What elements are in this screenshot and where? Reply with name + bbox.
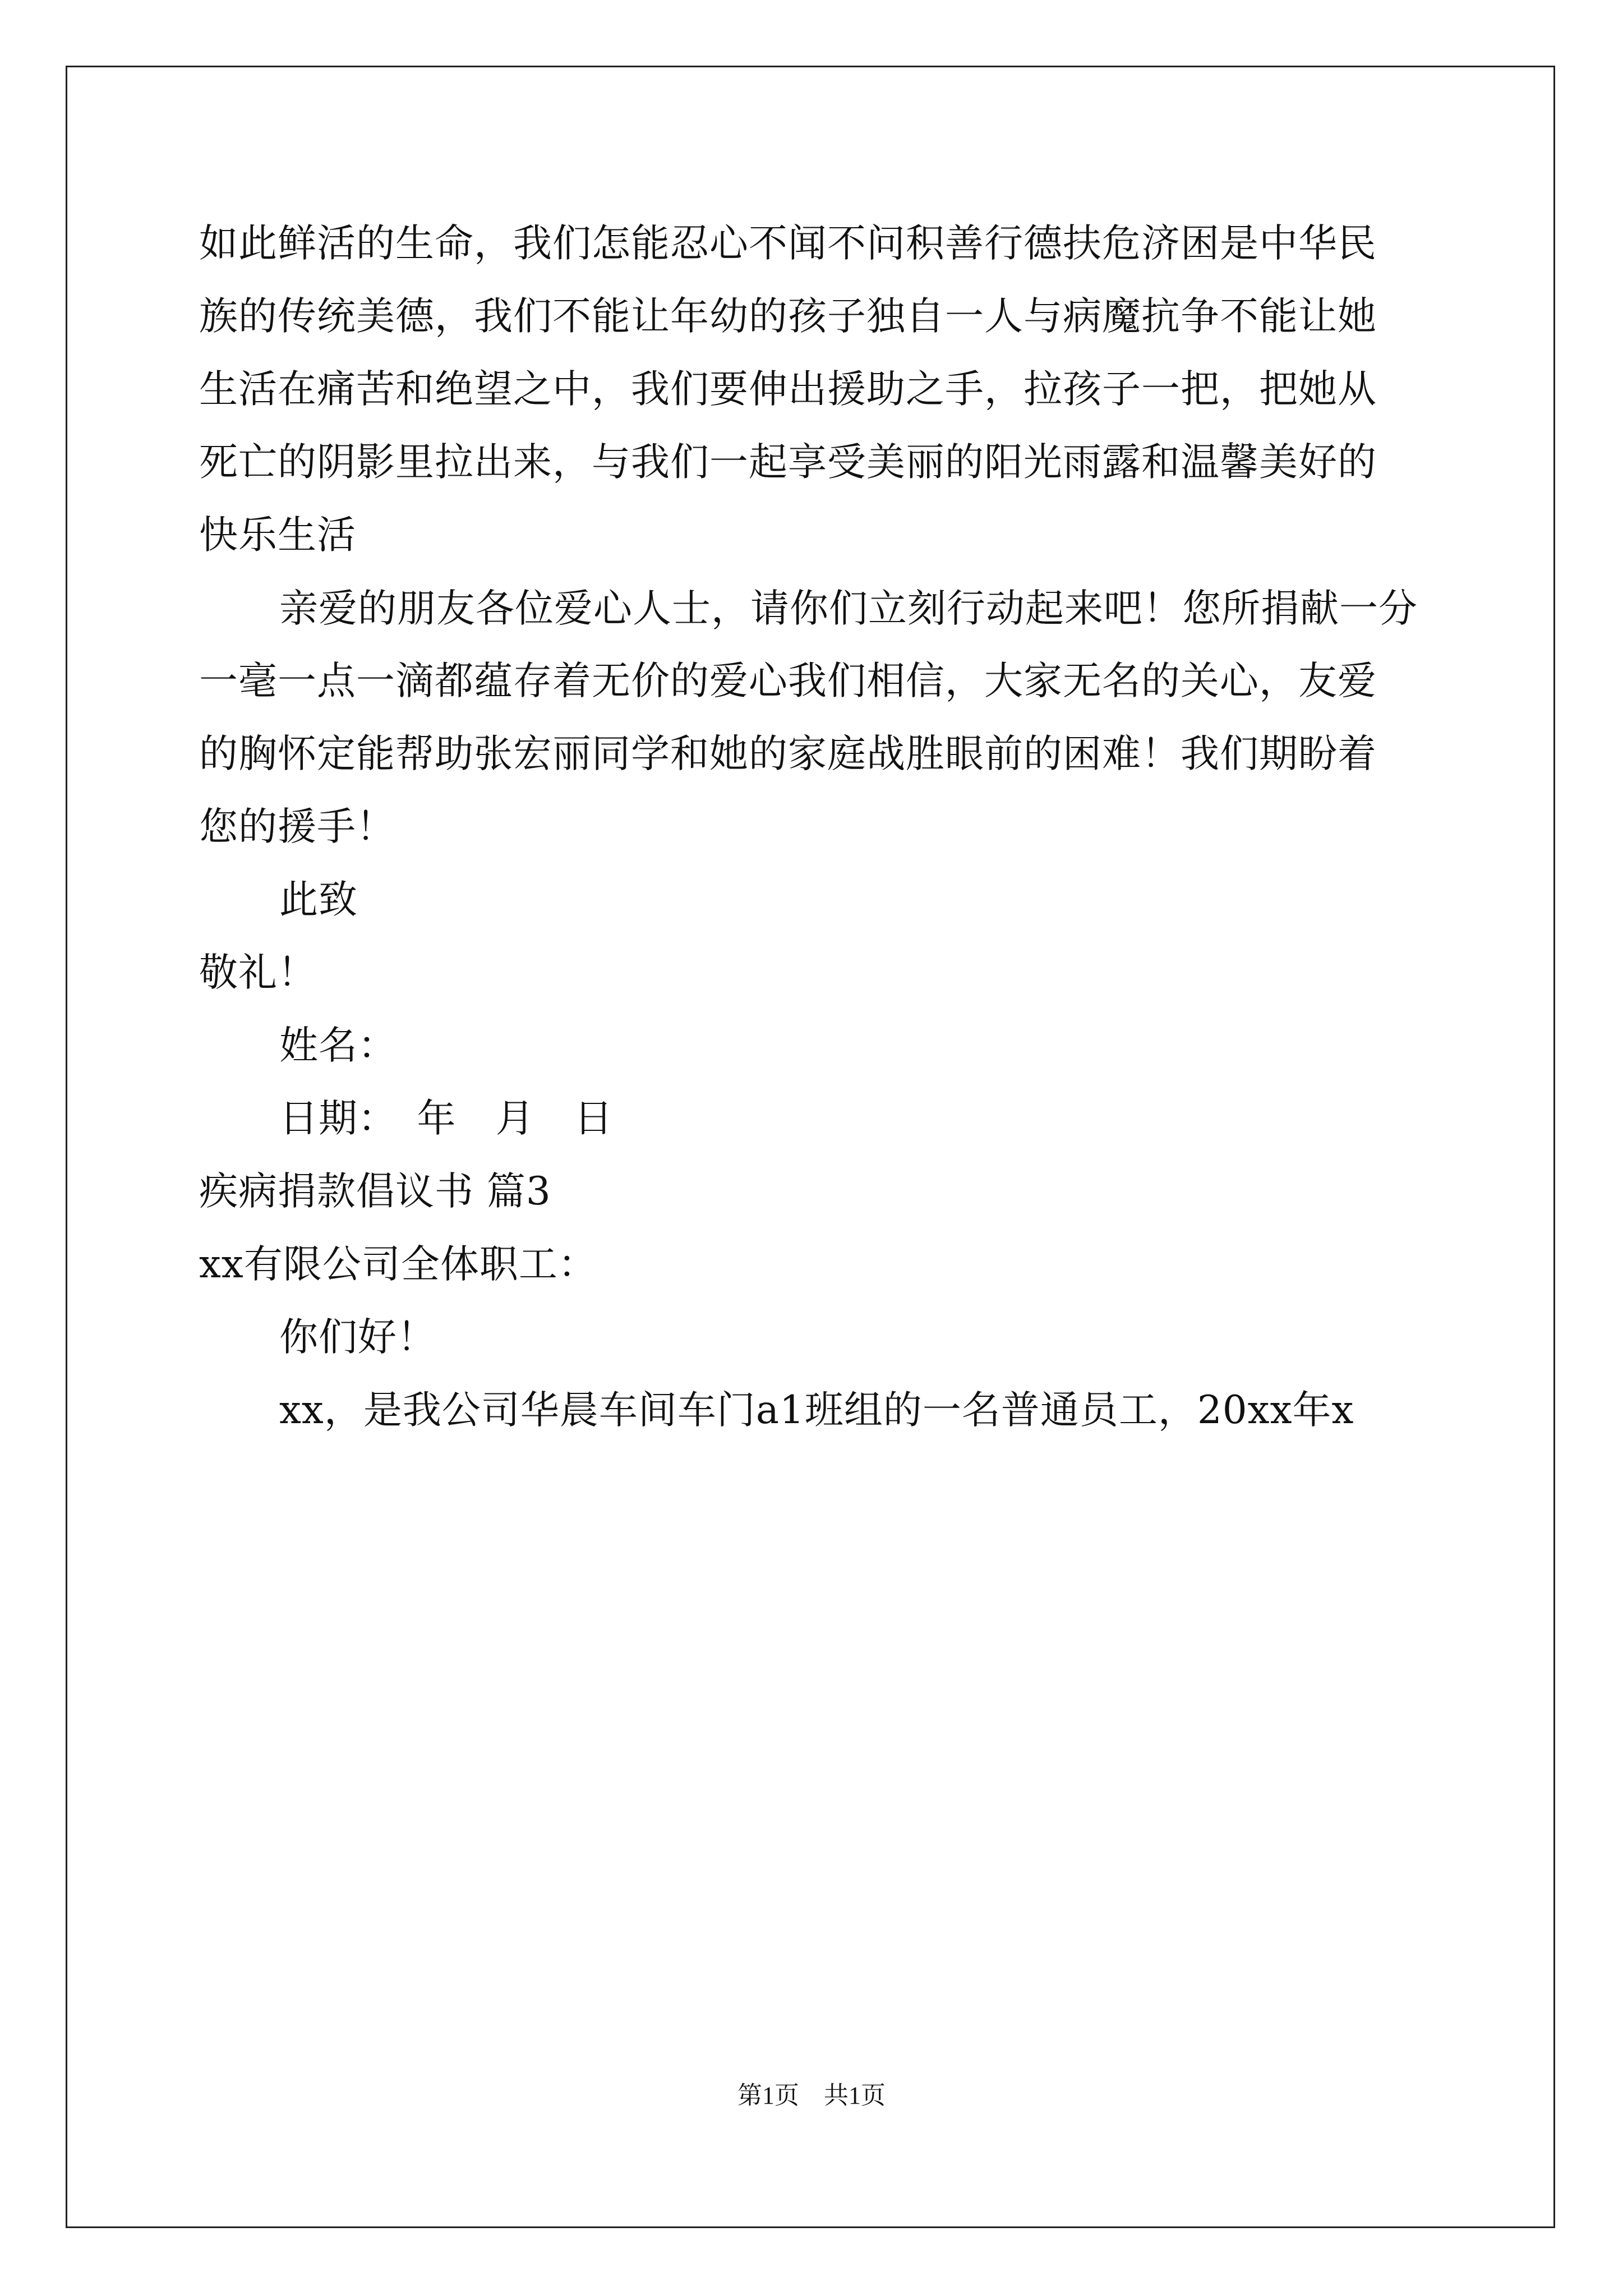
paragraph-appeal-line-4: 您的援手！: [199, 804, 395, 849]
body-line-2: 族的传统美德，我们不能让年幼的孩子独自一人与病魔抗争不能让她: [199, 294, 1377, 339]
paragraph-appeal-line-2: 一毫一点一滴都蕴存着无价的爱心我们相信，大家无名的关心，友爱: [199, 659, 1377, 703]
closing-respect: 敬礼！: [199, 950, 317, 995]
closing-salutation: 此致: [279, 877, 358, 922]
signature-date: 日期： 年 月 日: [279, 1096, 614, 1141]
page-footer: 第1页 共1页: [737, 2082, 886, 2109]
paragraph-appeal-line-1: 亲爱的朋友各位爱心人士，请你们立刻行动起来吧！您所捐献一分: [279, 586, 1418, 631]
body-line-3: 生活在痛苦和绝望之中，我们要伸出援助之手，拉孩子一把，把她从: [199, 367, 1377, 412]
paragraph-appeal-line-3: 的胸怀定能帮助张宏丽同学和她的家庭战胜眼前的困难！我们期盼着: [199, 731, 1377, 776]
body-line-5: 快乐生活: [199, 513, 356, 558]
section-heading: 疾病捐款倡议书 篇3: [199, 1169, 551, 1214]
letter-body-line-1: xx，是我公司华晨车间车门a1班组的一名普通员工，20xx年x: [279, 1388, 1354, 1433]
body-line-1: 如此鲜活的生命，我们怎能忍心不闻不问积善行德扶危济困是中华民: [199, 221, 1377, 266]
letter-recipient: xx有限公司全体职工：: [199, 1242, 597, 1287]
body-line-4: 死亡的阴影里拉出来，与我们一起享受美丽的阳光雨露和温馨美好的: [199, 440, 1377, 485]
signature-name: 姓名：: [279, 1023, 397, 1068]
letter-greeting: 你们好！: [279, 1315, 436, 1360]
